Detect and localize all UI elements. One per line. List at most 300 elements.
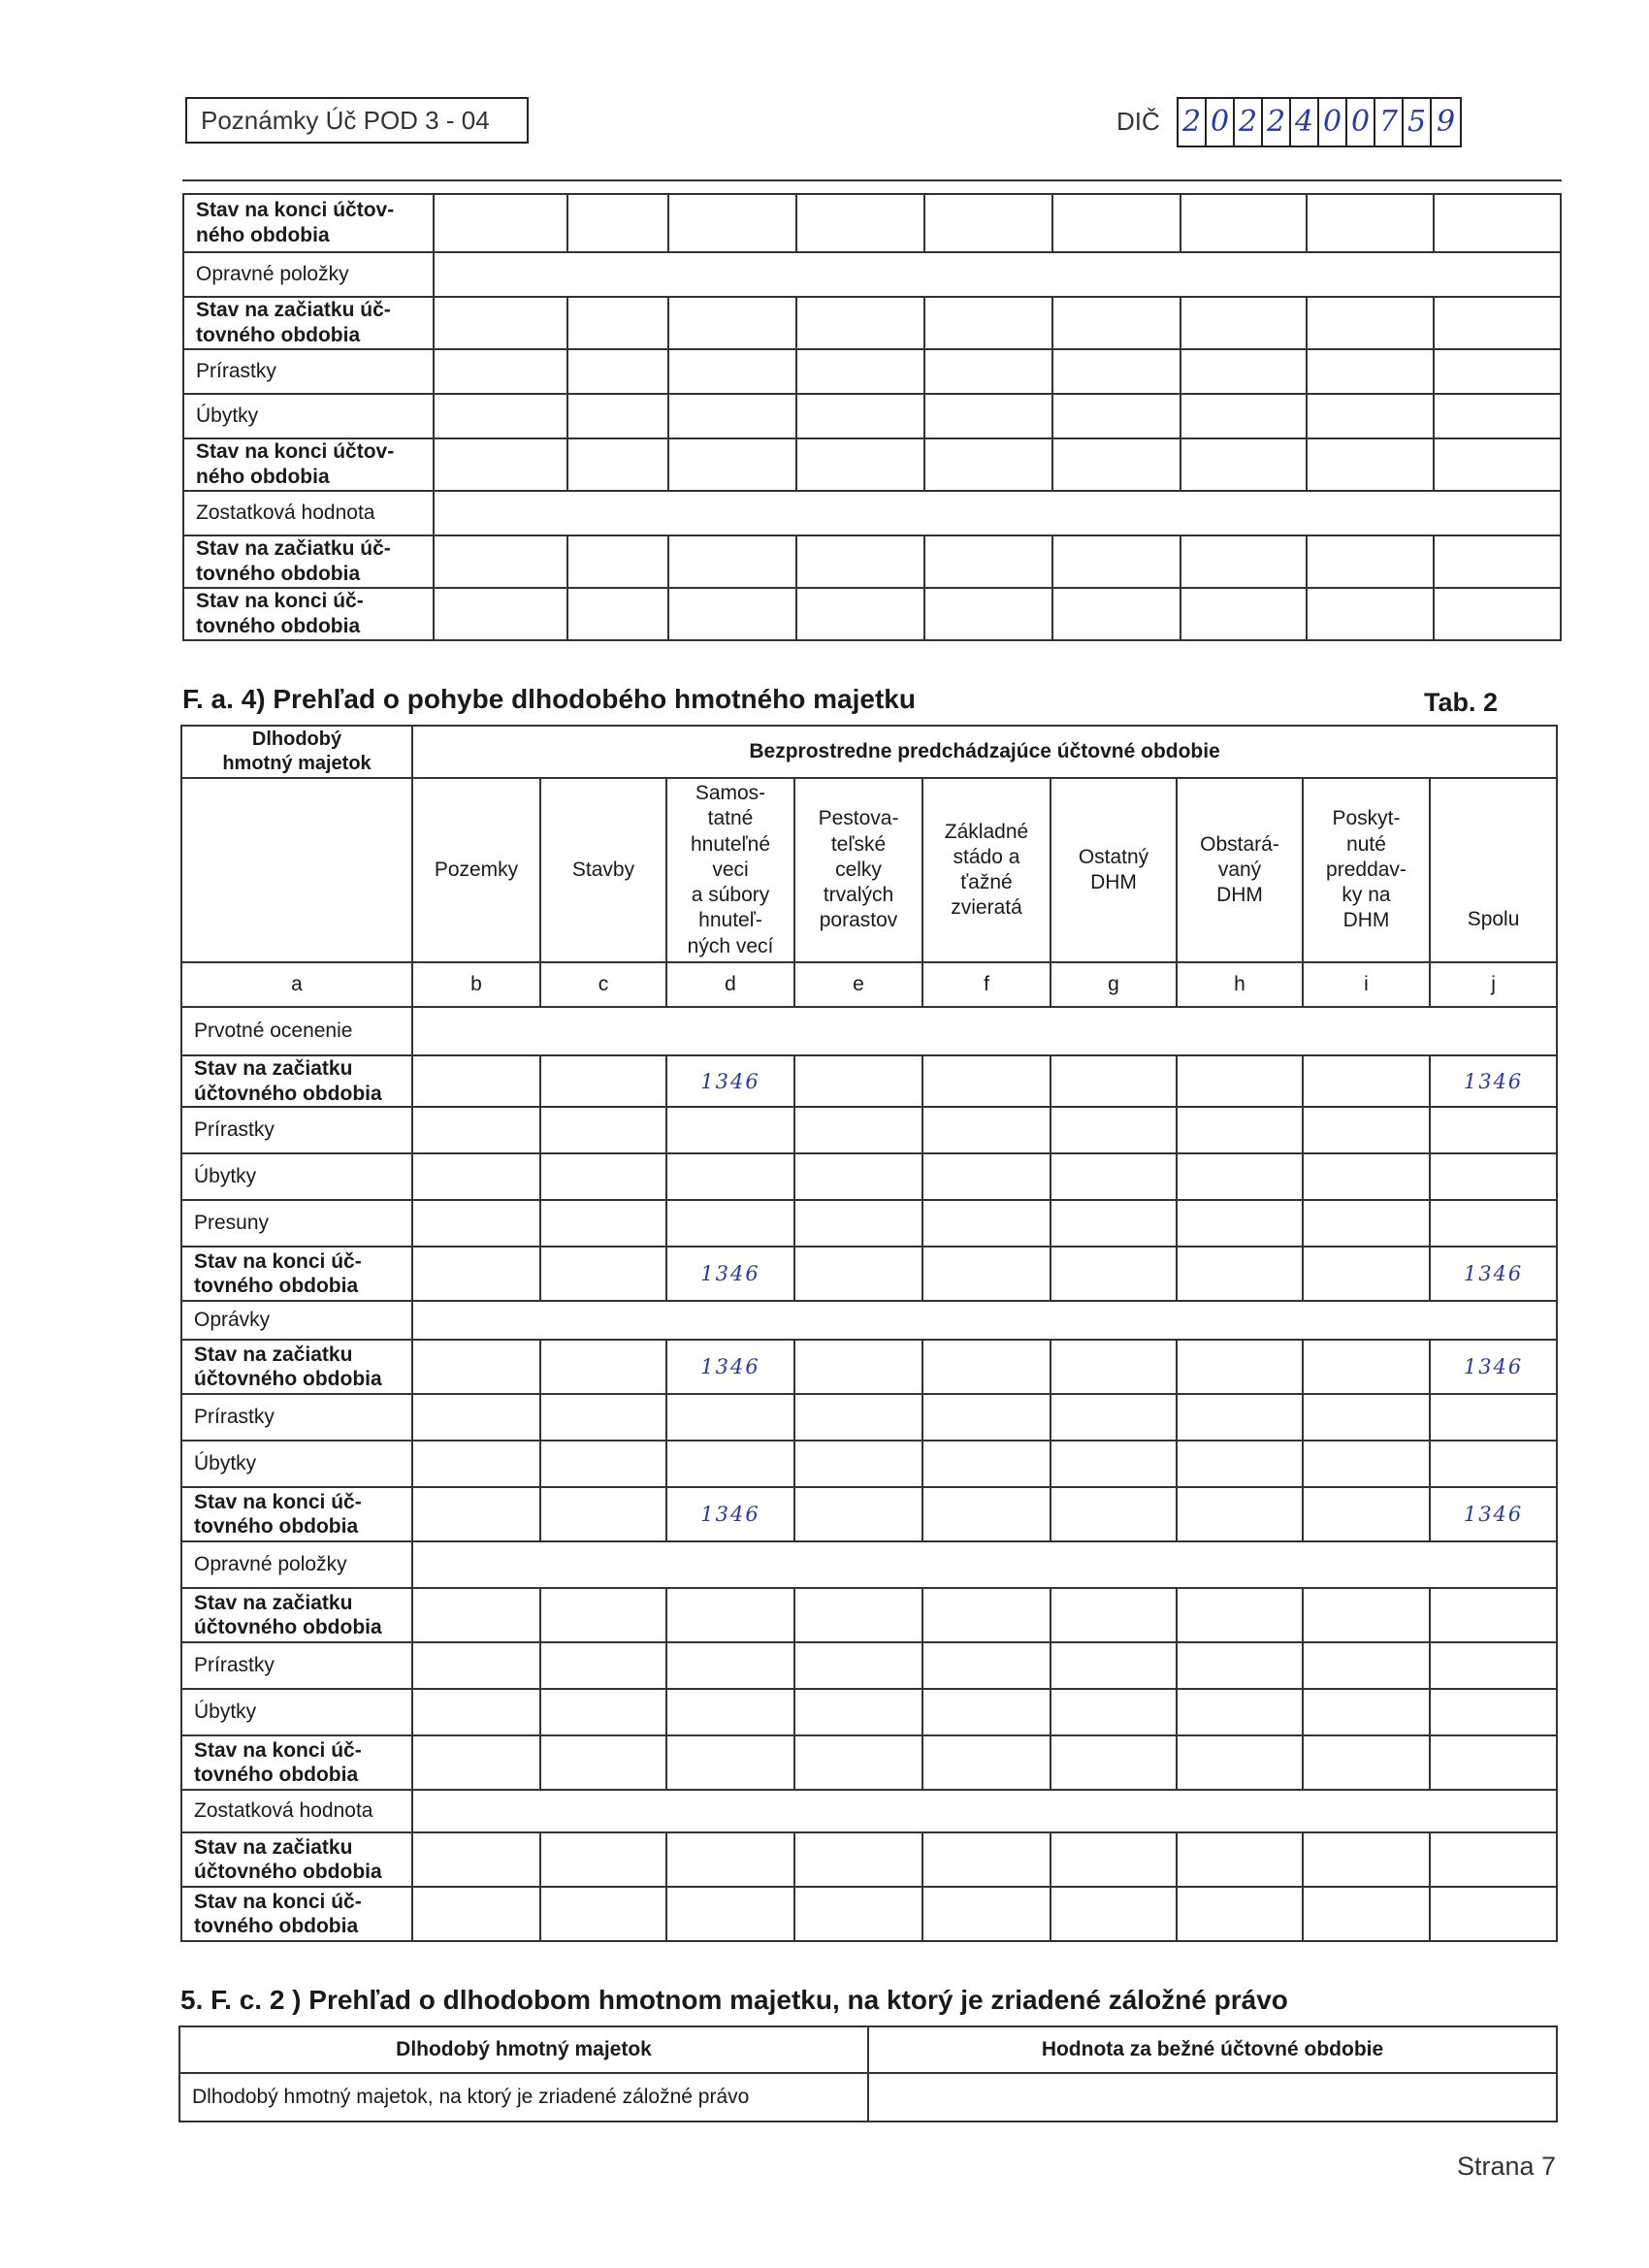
value-cell[interactable] (1180, 297, 1307, 349)
value-cell[interactable] (1051, 1340, 1177, 1394)
table-row (183, 394, 1561, 438)
value-cell[interactable] (1303, 1200, 1430, 1247)
value-cell[interactable]: 1346 (666, 1055, 794, 1107)
value-cell[interactable] (412, 1247, 540, 1301)
value-cell[interactable] (567, 394, 668, 438)
value-cell[interactable] (922, 1247, 1051, 1301)
value-cell[interactable] (1307, 535, 1434, 588)
value-cell[interactable] (1180, 349, 1307, 394)
value-cell[interactable] (1052, 438, 1180, 491)
table-row (181, 1790, 1557, 1832)
value-cell[interactable] (1434, 438, 1561, 491)
value-cell[interactable] (1430, 1441, 1557, 1487)
row-label: Stav na začiatku účtovného obdobia (181, 1340, 412, 1394)
value-cell[interactable] (540, 1487, 666, 1541)
table-row (181, 1541, 1557, 1588)
value-cell[interactable] (540, 1588, 666, 1642)
value-cell[interactable] (1051, 1441, 1177, 1487)
value-cell[interactable] (1303, 1394, 1430, 1441)
value-cell[interactable] (1177, 1735, 1303, 1790)
value-cell[interactable] (666, 1200, 794, 1247)
table-row (183, 252, 1561, 297)
table-row (181, 1735, 1557, 1790)
value-cell[interactable]: 1346 (666, 1487, 794, 1541)
row-label: Stav na konci úč- tovného obdobia (181, 1487, 412, 1541)
value-cell[interactable] (922, 1055, 1051, 1107)
value-cell[interactable] (1177, 1642, 1303, 1689)
table-row (181, 1340, 1557, 1394)
dic-digit: 0 (1207, 99, 1235, 146)
value-cell[interactable] (540, 1153, 666, 1200)
table-row (181, 1153, 1557, 1200)
merged-cell (434, 252, 1561, 297)
document-title: Poznámky Úč POD 3 - 04 (185, 97, 529, 144)
value-cell[interactable] (796, 349, 924, 394)
value-cell[interactable] (412, 1642, 540, 1689)
value-cell[interactable] (540, 1887, 666, 1941)
value-cell[interactable] (1434, 297, 1561, 349)
value-cell[interactable] (1303, 1588, 1430, 1642)
value-cell[interactable] (922, 1689, 1051, 1735)
value-cell[interactable] (1177, 1588, 1303, 1642)
value-cell[interactable] (796, 438, 924, 491)
value-cell[interactable] (1177, 1247, 1303, 1301)
row-label: Stav na konci úč- tovného obdobia (181, 1887, 412, 1941)
value-cell[interactable] (1052, 349, 1180, 394)
dic-label: DIČ (1116, 107, 1160, 136)
merged-cell (412, 1541, 1557, 1588)
value-cell[interactable] (922, 1588, 1051, 1642)
value-cell[interactable] (922, 1153, 1051, 1200)
value-cell[interactable] (1180, 535, 1307, 588)
value-cell[interactable] (1051, 1887, 1177, 1941)
value-cell[interactable] (1303, 1689, 1430, 1735)
value-cell[interactable] (1434, 349, 1561, 394)
value-cell[interactable] (1051, 1200, 1177, 1247)
dic-digit: 4 (1291, 99, 1319, 146)
row-label: Prírastky (181, 1107, 412, 1153)
row-label: Zostatková hodnota (181, 1790, 412, 1832)
value-cell[interactable]: 1346 (1430, 1055, 1557, 1107)
value-cell[interactable] (434, 588, 567, 640)
table-row (181, 1301, 1557, 1340)
value-cell[interactable] (666, 1735, 794, 1790)
value-cell[interactable] (922, 1394, 1051, 1441)
value-cell[interactable] (666, 1107, 794, 1153)
value-cell[interactable] (1051, 1055, 1177, 1107)
col-header-value: Hodnota za bežné účtovné obdobie (868, 2026, 1557, 2073)
value-cell[interactable] (412, 1588, 540, 1642)
pledged-row-label: Dlhodobý hmotný majetok, na ktorý je zriadené záložné právo (179, 2073, 868, 2122)
value-cell[interactable] (666, 1832, 794, 1887)
value-cell[interactable] (924, 588, 1052, 640)
value-cell[interactable] (1307, 588, 1434, 640)
value-cell[interactable] (1303, 1055, 1430, 1107)
value-cell[interactable] (794, 1340, 922, 1394)
row-label: Prírastky (183, 349, 434, 394)
value-cell[interactable] (1052, 394, 1180, 438)
value-cell[interactable] (1430, 1588, 1557, 1642)
value-cell[interactable] (412, 1735, 540, 1790)
table-row (181, 1441, 1557, 1487)
value-cell[interactable] (540, 1832, 666, 1887)
value-cell[interactable] (922, 1887, 1051, 1941)
value-cell[interactable] (796, 194, 924, 252)
value-cell[interactable] (1430, 1832, 1557, 1887)
value-cell[interactable] (794, 1247, 922, 1301)
value-cell[interactable] (1307, 394, 1434, 438)
value-cell[interactable] (1434, 588, 1561, 640)
pledged-row-value[interactable] (868, 2073, 1557, 2122)
value-cell[interactable] (1177, 1107, 1303, 1153)
row-label: Prírastky (181, 1394, 412, 1441)
value-cell[interactable] (412, 1107, 540, 1153)
row-label: Stav na začiatku účtovného obdobia (181, 1832, 412, 1887)
value-cell[interactable] (434, 394, 567, 438)
value-cell[interactable] (1430, 1642, 1557, 1689)
value-cell[interactable] (540, 1689, 666, 1735)
value-cell[interactable] (1051, 1247, 1177, 1301)
merged-cell (434, 491, 1561, 535)
value-cell[interactable] (794, 1394, 922, 1441)
dic-digit: 2 (1179, 99, 1207, 146)
row-label: Zostatková hodnota (183, 491, 434, 535)
table-row (181, 1055, 1557, 1107)
pledged-assets-table (178, 2025, 1558, 2122)
column-header: Samos- tatné hnuteľné veci a súbory hnuteľ- ných vecí (666, 778, 794, 962)
value-cell[interactable] (540, 1735, 666, 1790)
value-cell[interactable] (1303, 1487, 1430, 1541)
top-continuation-table (182, 193, 1562, 641)
column-header: Základné stádo a ťažné zvieratá (922, 778, 1051, 962)
section-title-fa4: F. a. 4) Prehľad o pohybe dlhodobého hmotného majetku (182, 684, 916, 714)
header-divider (182, 179, 1562, 181)
row-label: Oprávky (181, 1301, 412, 1340)
value-cell[interactable] (666, 1689, 794, 1735)
value-cell[interactable] (434, 535, 567, 588)
row-label: Opravné položky (183, 252, 434, 297)
value-cell[interactable] (924, 349, 1052, 394)
value-cell[interactable]: 1346 (1430, 1487, 1557, 1541)
value-cell[interactable] (540, 1441, 666, 1487)
value-cell[interactable]: 1346 (1430, 1247, 1557, 1301)
value-cell[interactable] (567, 194, 668, 252)
value-cell[interactable] (1180, 438, 1307, 491)
value-cell[interactable] (1430, 1735, 1557, 1790)
row-label: Úbytky (183, 394, 434, 438)
value-cell[interactable] (567, 297, 668, 349)
value-cell[interactable] (1303, 1832, 1430, 1887)
value-cell[interactable] (1051, 1107, 1177, 1153)
value-cell[interactable] (924, 394, 1052, 438)
value-cell[interactable] (924, 194, 1052, 252)
section-title-fc2: 5. F. c. 2 ) Prehľad o dlhodobom hmotnom majetku, na ktorý je zriadené záložné právo (180, 1985, 1288, 2015)
dic-digit: 7 (1375, 99, 1404, 146)
value-cell[interactable] (1180, 394, 1307, 438)
dic-number (1177, 97, 1462, 147)
value-cell[interactable] (796, 297, 924, 349)
value-cell[interactable] (1303, 1735, 1430, 1790)
value-cell[interactable] (668, 194, 796, 252)
value-cell[interactable] (668, 535, 796, 588)
value-cell[interactable] (567, 349, 668, 394)
value-cell[interactable] (924, 438, 1052, 491)
value-cell[interactable] (1177, 1394, 1303, 1441)
value-cell[interactable] (796, 588, 924, 640)
value-cell[interactable] (1430, 1887, 1557, 1941)
value-cell[interactable] (1177, 1200, 1303, 1247)
value-cell[interactable] (1051, 1642, 1177, 1689)
value-cell[interactable] (922, 1735, 1051, 1790)
value-cell[interactable] (540, 1200, 666, 1247)
value-cell[interactable] (412, 1487, 540, 1541)
value-cell[interactable] (1303, 1642, 1430, 1689)
value-cell[interactable] (412, 1340, 540, 1394)
column-letter: e (794, 962, 922, 1007)
value-cell[interactable] (1307, 194, 1434, 252)
table-row (181, 1689, 1557, 1735)
value-cell[interactable] (794, 1642, 922, 1689)
dic-digit: 2 (1235, 99, 1263, 146)
table-row (181, 1007, 1557, 1055)
value-cell[interactable] (540, 1247, 666, 1301)
value-cell[interactable] (924, 535, 1052, 588)
value-cell[interactable] (666, 1441, 794, 1487)
value-cell[interactable]: 1346 (666, 1247, 794, 1301)
value-cell[interactable] (567, 438, 668, 491)
value-cell[interactable] (794, 1588, 922, 1642)
value-cell[interactable] (1303, 1887, 1430, 1941)
value-cell[interactable] (1177, 1441, 1303, 1487)
value-cell[interactable] (794, 1887, 922, 1941)
value-cell[interactable] (434, 297, 567, 349)
value-cell[interactable]: 1346 (666, 1340, 794, 1394)
corner-blank (181, 778, 412, 962)
table-row (183, 535, 1561, 588)
value-cell[interactable]: 1346 (1430, 1340, 1557, 1394)
value-cell[interactable] (1051, 1689, 1177, 1735)
dic-digit: 5 (1404, 99, 1432, 146)
value-cell[interactable] (794, 1735, 922, 1790)
value-cell[interactable] (1051, 1487, 1177, 1541)
value-cell[interactable] (1177, 1153, 1303, 1200)
value-cell[interactable] (1430, 1107, 1557, 1153)
value-cell[interactable] (794, 1689, 922, 1735)
value-cell[interactable] (1180, 194, 1307, 252)
value-cell[interactable] (540, 1340, 666, 1394)
value-cell[interactable] (412, 1441, 540, 1487)
dic-digit: 9 (1436, 105, 1456, 139)
value-cell[interactable] (412, 1153, 540, 1200)
row-label: Opravné položky (181, 1541, 412, 1588)
value-cell[interactable] (794, 1487, 922, 1541)
column-letter: i (1303, 962, 1430, 1007)
value-cell[interactable] (1052, 588, 1180, 640)
column-letter: f (922, 962, 1051, 1007)
page-number: Strana 7 (1457, 2152, 1557, 2181)
value-cell[interactable] (412, 1887, 540, 1941)
value-cell[interactable] (567, 588, 668, 640)
column-header: Pozemky (412, 778, 540, 962)
value-cell[interactable] (666, 1153, 794, 1200)
dic-digit: 0 (1347, 99, 1375, 146)
value-cell[interactable] (666, 1887, 794, 1941)
value-cell[interactable] (796, 394, 924, 438)
value-cell[interactable] (1307, 297, 1434, 349)
table-row (181, 1832, 1557, 1887)
value-cell[interactable] (1177, 1055, 1303, 1107)
value-cell[interactable] (668, 349, 796, 394)
value-cell[interactable] (412, 1689, 540, 1735)
value-cell[interactable] (540, 1055, 666, 1107)
value-cell[interactable] (1052, 194, 1180, 252)
value-cell[interactable] (412, 1200, 540, 1247)
value-cell[interactable] (1177, 1887, 1303, 1941)
value-cell[interactable] (1430, 1200, 1557, 1247)
row-label: Úbytky (181, 1441, 412, 1487)
value-cell[interactable] (1430, 1689, 1557, 1735)
corner-header: Dlhodobý hmotný majetok (181, 726, 412, 778)
column-header: Ostatný DHM (1051, 778, 1177, 962)
value-cell[interactable] (1303, 1441, 1430, 1487)
value-cell[interactable] (922, 1340, 1051, 1394)
value-cell[interactable] (794, 1832, 922, 1887)
table-row (183, 588, 1561, 640)
column-header: Pestova- teľské celky trvalých porastov (794, 778, 922, 962)
value-cell[interactable] (1434, 194, 1561, 252)
column-letter: g (1051, 962, 1177, 1007)
dhm-movement-table (180, 725, 1558, 1942)
value-cell[interactable] (1177, 1340, 1303, 1394)
value-cell[interactable] (1051, 1153, 1177, 1200)
value-cell[interactable] (1052, 297, 1180, 349)
dic-digit: 0 (1319, 99, 1347, 146)
table-row (181, 1200, 1557, 1247)
column-header: Obstará- vaný DHM (1177, 778, 1303, 962)
value-cell[interactable] (922, 1441, 1051, 1487)
col-header-asset: Dlhodobý hmotný majetok (179, 2026, 868, 2073)
value-cell[interactable] (1051, 1588, 1177, 1642)
value-cell[interactable] (1430, 1394, 1557, 1441)
row-label: Presuny (181, 1200, 412, 1247)
value-cell[interactable] (1434, 394, 1561, 438)
value-cell[interactable] (540, 1394, 666, 1441)
value-cell[interactable] (666, 1394, 794, 1441)
value-cell[interactable] (1307, 349, 1434, 394)
value-cell[interactable] (1051, 1735, 1177, 1790)
row-label: Úbytky (181, 1153, 412, 1200)
value-cell[interactable] (540, 1107, 666, 1153)
value-cell[interactable] (922, 1200, 1051, 1247)
value-cell[interactable] (668, 297, 796, 349)
value-cell[interactable] (922, 1642, 1051, 1689)
value-cell[interactable] (796, 535, 924, 588)
value-cell[interactable] (922, 1107, 1051, 1153)
row-label: Stav na konci úč- tovného obdobia (183, 588, 434, 640)
value-cell[interactable] (794, 1107, 922, 1153)
value-cell[interactable] (540, 1642, 666, 1689)
value-cell[interactable] (1303, 1340, 1430, 1394)
value-cell[interactable] (1180, 588, 1307, 640)
value-cell[interactable] (1052, 535, 1180, 588)
table-row (181, 1588, 1557, 1642)
table-row (183, 438, 1561, 491)
value-cell[interactable] (1303, 1247, 1430, 1301)
row-label: Stav na konci úč- tovného obdobia (181, 1247, 412, 1301)
value-cell[interactable] (1177, 1832, 1303, 1887)
column-letter: b (412, 962, 540, 1007)
value-cell[interactable] (1177, 1689, 1303, 1735)
row-label: Úbytky (181, 1689, 412, 1735)
column-letter: h (1177, 962, 1303, 1007)
row-label: Stav na konci účtov- ného obdobia (183, 438, 434, 491)
table-row (183, 349, 1561, 394)
table-row (181, 1247, 1557, 1301)
value-cell[interactable] (1177, 1487, 1303, 1541)
value-cell[interactable] (1307, 438, 1434, 491)
row-label: Stav na začiatku úč- tovného obdobia (183, 297, 434, 349)
table-row (181, 1887, 1557, 1941)
table-row (181, 1394, 1557, 1441)
value-cell[interactable] (1051, 1394, 1177, 1441)
column-letter: j (1430, 962, 1557, 1007)
value-cell[interactable] (668, 438, 796, 491)
value-cell[interactable] (794, 1200, 922, 1247)
table-row (181, 1107, 1557, 1153)
value-cell[interactable] (412, 1394, 540, 1441)
value-cell[interactable] (412, 1832, 540, 1887)
row-label: Prvotné ocenenie (181, 1007, 412, 1055)
column-letter: a (181, 962, 412, 1007)
value-cell[interactable] (1434, 535, 1561, 588)
value-cell[interactable] (794, 1441, 922, 1487)
value-cell[interactable] (1303, 1107, 1430, 1153)
table-row (181, 1642, 1557, 1689)
row-label: Stav na konci účtov- ného obdobia (183, 194, 434, 252)
row-label: Stav na začiatku účtovného obdobia (181, 1055, 412, 1107)
table-row (183, 491, 1561, 535)
value-cell[interactable] (434, 194, 567, 252)
table-row (181, 1487, 1557, 1541)
column-header: Poskyt- nuté preddav- ky na DHM (1303, 778, 1430, 962)
row-label: Stav na konci úč- tovného obdobia (181, 1735, 412, 1790)
table-row (183, 297, 1561, 349)
value-cell[interactable] (794, 1055, 922, 1107)
value-cell[interactable] (434, 438, 567, 491)
row-label: Stav na začiatku úč- tovného obdobia (183, 535, 434, 588)
value-cell[interactable] (922, 1487, 1051, 1541)
value-cell[interactable] (412, 1055, 540, 1107)
column-header: Stavby (540, 778, 666, 962)
value-cell[interactable] (668, 394, 796, 438)
column-header: Spolu (1430, 778, 1557, 962)
row-label: Prírastky (181, 1642, 412, 1689)
value-cell[interactable] (666, 1642, 794, 1689)
value-cell[interactable] (1303, 1153, 1430, 1200)
value-cell[interactable] (668, 588, 796, 640)
period-header: Bezprostredne predchádzajúce účtovné obdobie (412, 726, 1557, 778)
value-cell[interactable] (434, 349, 567, 394)
value-cell[interactable] (1430, 1153, 1557, 1200)
value-cell[interactable] (1051, 1832, 1177, 1887)
value-cell[interactable] (922, 1832, 1051, 1887)
value-cell[interactable] (924, 297, 1052, 349)
value-cell[interactable] (666, 1588, 794, 1642)
column-letter: d (666, 962, 794, 1007)
value-cell[interactable] (567, 535, 668, 588)
value-cell[interactable] (794, 1153, 922, 1200)
table-number-label: Tab. 2 (1424, 688, 1499, 717)
